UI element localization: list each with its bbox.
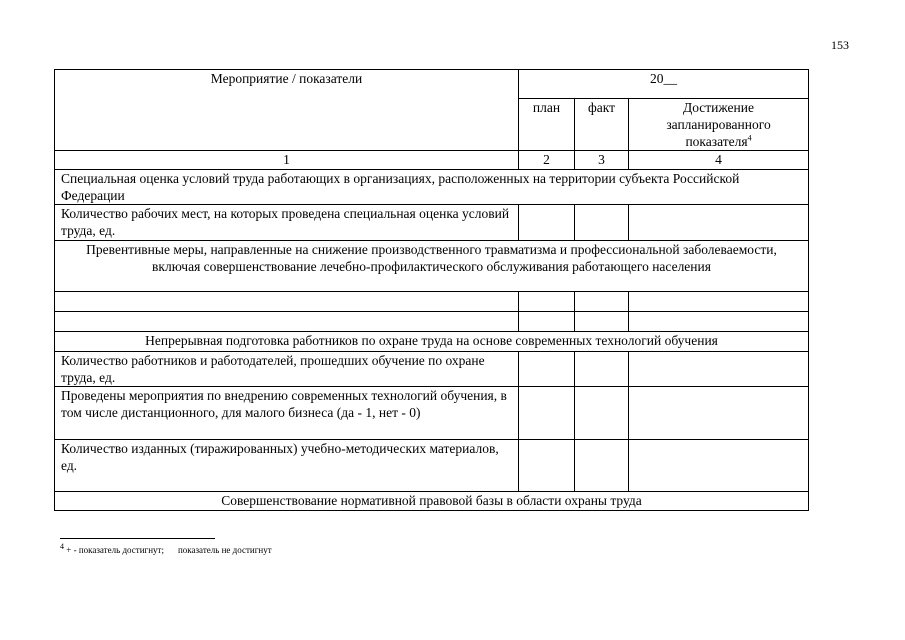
- footnote-achieved: + - показатель достигнут;: [66, 545, 164, 555]
- col-number-4: 4: [629, 151, 809, 170]
- empty-cell: [575, 312, 629, 332]
- table-row: [55, 387, 809, 440]
- row-modern-tech-fact: [575, 387, 629, 440]
- empty-cell: [55, 312, 519, 332]
- col-number-2: 2: [519, 151, 575, 170]
- header-fact: факт: [575, 99, 629, 151]
- table-row: [55, 312, 809, 332]
- footnote-marker: 4: [60, 542, 64, 551]
- row-materials-fact: [575, 440, 629, 492]
- row-workplaces-achievement: [629, 205, 809, 241]
- col-number-1: 1: [55, 151, 519, 170]
- footnote-not-achieved: показатель не достигнут: [177, 545, 272, 555]
- row-workplaces-fact: [575, 205, 629, 241]
- row-materials-plan: [519, 440, 575, 492]
- header-row-year: [55, 70, 809, 99]
- row-trained-workers-label: Количество работников и работодателей, прошедших обучение по охране труда, ед.: [55, 352, 519, 387]
- row-workplaces-label: Количество рабочих мест, на которых проведена специальная оценка условий труда, ед.: [55, 205, 519, 241]
- table-row: [55, 205, 809, 241]
- row-trained-workers-plan: [519, 352, 575, 387]
- empty-cell: [575, 292, 629, 312]
- section-row: [55, 170, 809, 205]
- section-preventive-measures: Превентивные меры, направленные на снижение производственного травматизма и профессиональной заболеваемости, включая совершенствование лечебно-профилактического обслуживания работающего населения: [55, 241, 809, 292]
- footnote-divider: [60, 538, 215, 539]
- row-modern-tech-plan: [519, 387, 575, 440]
- row-trained-workers-achievement: [629, 352, 809, 387]
- section-row: [55, 492, 809, 511]
- header-year: 20__: [519, 70, 809, 99]
- header-achievement: [629, 99, 809, 151]
- footnote-ref: 4: [747, 133, 752, 143]
- empty-cell: [55, 292, 519, 312]
- col-number-3: 3: [575, 151, 629, 170]
- header-plan: план: [519, 99, 575, 151]
- indicators-table: [54, 69, 809, 511]
- section-row: [55, 241, 809, 292]
- footnote: [60, 542, 272, 555]
- section-special-assessment: Специальная оценка условий труда работающих в организациях, расположенных на территории субъекта Российской Федерации: [55, 170, 809, 205]
- table-row: [55, 292, 809, 312]
- empty-cell: [629, 292, 809, 312]
- header-achievement-text: Достижение запланированного показателя: [666, 100, 771, 149]
- row-modern-tech-achievement: [629, 387, 809, 440]
- empty-cell: [519, 312, 575, 332]
- row-materials-label: Количество изданных (тиражированных) учебно-методических материалов, ед.: [55, 440, 519, 492]
- row-trained-workers-fact: [575, 352, 629, 387]
- page-number: 153: [831, 38, 849, 52]
- empty-cell: [519, 292, 575, 312]
- header-activity: Мероприятие / показатели: [55, 70, 519, 151]
- row-modern-tech-label: Проведены мероприятия по внедрению современных технологий обучения, в том числе дистанционного, для малого бизнеса (да - 1, нет - 0): [55, 387, 519, 440]
- section-row: [55, 332, 809, 352]
- empty-cell: [629, 312, 809, 332]
- section-continuous-training: Непрерывная подготовка работников по охране труда на основе современных технологий обучения: [55, 332, 809, 352]
- row-workplaces-plan: [519, 205, 575, 241]
- column-numbers-row: [55, 151, 809, 170]
- table-row: [55, 440, 809, 492]
- table-row: [55, 352, 809, 387]
- section-regulatory-base: Совершенствование нормативной правовой базы в области охраны труда: [55, 492, 809, 511]
- row-materials-achievement: [629, 440, 809, 492]
